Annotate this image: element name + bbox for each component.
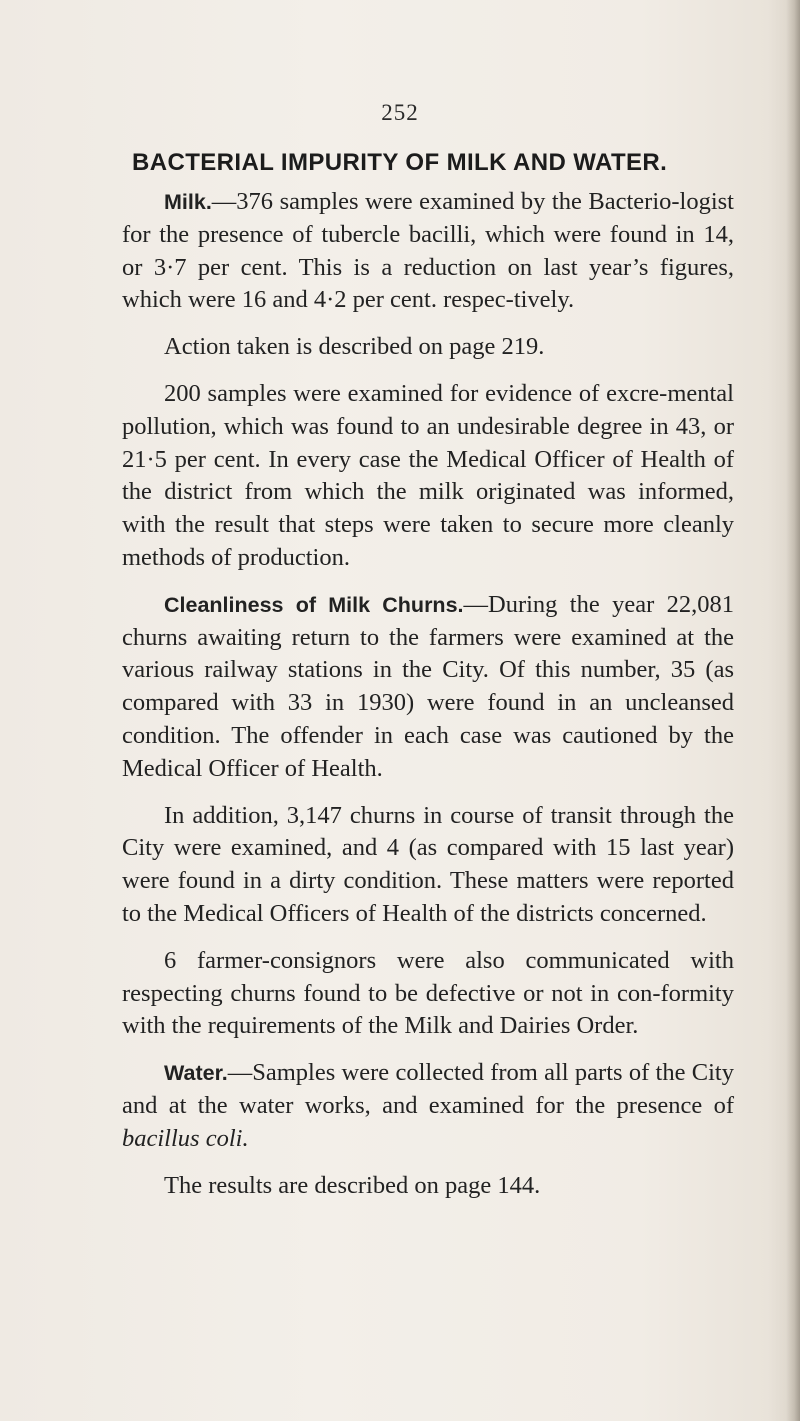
section-heading: BACTERIAL IMPURITY OF MILK AND WATER. bbox=[132, 149, 668, 176]
paragraph-lead: Milk. bbox=[164, 190, 212, 214]
paragraph-action bbox=[122, 331, 734, 364]
paragraph-excremental-pollution bbox=[122, 378, 734, 575]
paragraph-text: 200 samples were examined for evidence of excre-mental pollution, which was found to an undesirable degree in 43, or 21·5 per cent. In every case the Medical Officer of Health of the district from which the milk originated was informed, with the result that steps were taken to secure more cleanly methods of production. bbox=[122, 379, 734, 571]
paragraph-text: 6 farmer-consignors were also communicated with respecting churns found to be defective or not in con-formity with the requirements of the Milk and Dairies Order. bbox=[122, 946, 734, 1040]
paragraph-text: The results are described on page 144. bbox=[164, 1171, 541, 1199]
paragraph-farmer-consignors bbox=[122, 945, 734, 1043]
page-number: 252 bbox=[381, 100, 419, 125]
paragraph-transit-churns bbox=[122, 800, 734, 931]
paragraph-text: —During the year 22,081 churns awaiting return to the farmers were examined at the various railway stations in the City. Of this number, 35 (as compared with 33 in 1930) were found in an uncleansed condition. The offender in each case was cautioned by the Medical Officer of Health. bbox=[122, 590, 734, 782]
paragraph-water bbox=[122, 1057, 734, 1155]
paragraph-lead: Water. bbox=[164, 1061, 228, 1086]
paragraph-text: —376 samples were examined by the Bacterio-logist for the presence of tubercle bacilli, which were found in 14, or 3·7 per cent. This is a reduction on last year’s figures, which were 16 and 4·2 per cent. respec-tively. bbox=[122, 188, 734, 314]
document-body bbox=[122, 140, 734, 1216]
paragraph-results bbox=[122, 1170, 734, 1203]
paragraph-italic: bacillus coli. bbox=[122, 1124, 249, 1152]
paragraph-text: Action taken is described on page 219. bbox=[164, 333, 545, 361]
paragraph-milk-churns bbox=[122, 589, 734, 786]
paragraph-text: In addition, 3,147 churns in course of transit through the City were examined, and 4 (as compared with 15 last year) were found in a dirty condition. These matters were reported to the Medical Officers of Health of the districts concerned. bbox=[122, 801, 734, 927]
page-edge-shadow bbox=[786, 0, 800, 1421]
paragraph-milk bbox=[122, 186, 734, 317]
paragraph-lead: Cleanliness of Milk Churns. bbox=[164, 592, 464, 617]
paragraph-text: —Samples were collected from all parts of the City and at the water works, and examined for the presence of bbox=[122, 1059, 734, 1119]
